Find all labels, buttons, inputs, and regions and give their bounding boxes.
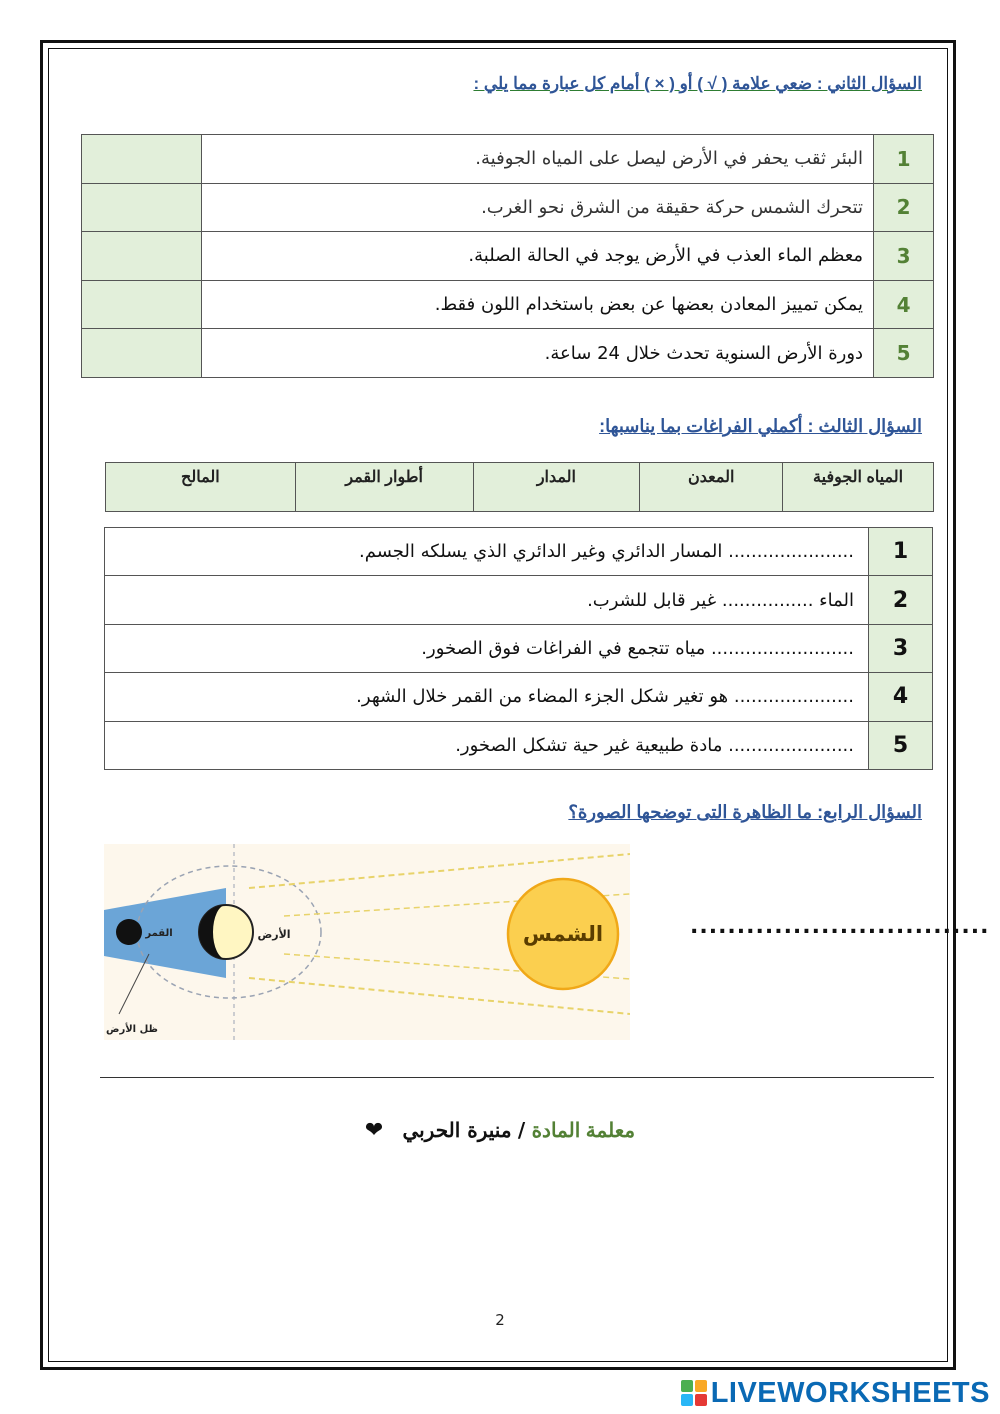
statement-prefix: الماء: [819, 589, 854, 611]
earth-label: الأرض: [257, 928, 291, 941]
answer-cell[interactable]: [82, 280, 202, 329]
table-row: [82, 329, 934, 378]
logo-tile: [681, 1394, 693, 1406]
statement-text: معظم الماء العذب في الأرض يوجد في الحالة الصلبة.: [201, 232, 873, 281]
teacher-role: معلمة المادة: [531, 1120, 636, 1142]
statement-text: تتحرك الشمس حركة حقيقة من الشرق نحو الغرب.: [201, 183, 873, 232]
heart-icon: ❤: [364, 1118, 384, 1143]
answer-cell[interactable]: [82, 329, 202, 378]
answer-cell[interactable]: [82, 135, 202, 184]
blank-field[interactable]: .........................: [710, 637, 854, 659]
shadow-label: ظل الأرض: [106, 1024, 158, 1035]
statement-text: غير قابل للشرب.: [587, 589, 717, 611]
logo-tile: [695, 1380, 707, 1392]
table-row: [82, 232, 934, 281]
word-bank-item: المعدن: [640, 463, 783, 512]
row-number: 1: [869, 528, 933, 576]
table-row: [82, 135, 934, 184]
table-row: [105, 624, 933, 672]
question-4-title: السؤال الرابع: ما الظاهرة التى توضحها الصورة؟: [568, 802, 922, 822]
liveworksheets-logo-icon: [681, 1380, 707, 1406]
table-row: [105, 721, 933, 769]
answer-cell[interactable]: [82, 232, 202, 281]
true-false-table: [81, 134, 934, 378]
table-row: [82, 183, 934, 232]
answer-cell[interactable]: [82, 183, 202, 232]
row-number: 5: [874, 329, 934, 378]
word-bank-item: المياه الجوفية: [783, 463, 934, 512]
question-2-title: السؤال الثاني : ضعي علامة ( √ ) أو ( × ) أمام كل عبارة مما يلي :: [473, 74, 922, 93]
divider: [100, 1077, 934, 1078]
logo-tile: [681, 1380, 693, 1392]
lunar-eclipse-diagram: [104, 844, 630, 1040]
row-number: 2: [869, 576, 933, 624]
statement-text: هو تغير شكل الجزء المضاء من القمر خلال الشهر.: [356, 686, 729, 708]
row-number: 2: [874, 183, 934, 232]
row-number: 4: [869, 673, 933, 721]
word-bank-item: أطوار القمر: [295, 463, 473, 512]
statement-text: يمكن تمييز المعادن بعضها عن بعض باستخدام اللون فقط.: [201, 280, 873, 329]
answer-blank[interactable]: ................................: [690, 914, 990, 939]
row-number: 4: [874, 280, 934, 329]
statement-text: البئر ثقب يحفر في الأرض ليصل على المياه الجوفية.: [201, 135, 873, 184]
question-3-title: السؤال الثالث : أكملي الفراغات بما يناسبها:: [599, 416, 922, 436]
shadow-pointer: [119, 954, 149, 1014]
moon: [116, 919, 142, 945]
logo-tile: [695, 1394, 707, 1406]
blank-field[interactable]: ......................: [728, 734, 854, 756]
row-number: 1: [874, 135, 934, 184]
fill-blanks-table: [104, 527, 933, 770]
fill-statement: [105, 528, 869, 576]
fill-statement: [105, 576, 869, 624]
table-row: [105, 576, 933, 624]
word-bank: [105, 462, 934, 512]
row-number: 5: [869, 721, 933, 769]
blank-field[interactable]: .....................: [733, 686, 854, 708]
statement-text: مادة طبيعية غير حية تشكل الصخور.: [455, 734, 723, 756]
row-number: 3: [869, 624, 933, 672]
fill-statement: [105, 721, 869, 769]
table-row: [82, 280, 934, 329]
statement-text: المسار الدائري وغير الدائري الذي يسلكه الجسم.: [359, 541, 723, 563]
page-number: 2: [495, 1311, 505, 1329]
table-row: [105, 673, 933, 721]
statement-text: مياه تتجمع في الفراغات فوق الصخور.: [421, 637, 706, 659]
fill-statement: [105, 624, 869, 672]
sun-label: الشمس: [522, 922, 604, 946]
row-number: 3: [874, 232, 934, 281]
teacher-signature: [0, 1118, 1000, 1143]
word-bank-item: المالح: [106, 463, 296, 512]
blank-field[interactable]: ......................: [728, 541, 854, 563]
liveworksheets-brand: [681, 1376, 990, 1410]
brand-name: LIVEWORKSHEETS: [710, 1376, 990, 1409]
blank-field[interactable]: ................: [721, 589, 814, 611]
fill-statement: [105, 673, 869, 721]
moon-label: القمر: [145, 928, 173, 939]
signature-separator: /: [517, 1118, 526, 1142]
statement-text: دورة الأرض السنوية تحدث خلال 24 ساعة.: [201, 329, 873, 378]
word-bank-item: المدار: [473, 463, 640, 512]
teacher-name: منيرة الحربي: [402, 1118, 512, 1142]
table-row: [105, 528, 933, 576]
